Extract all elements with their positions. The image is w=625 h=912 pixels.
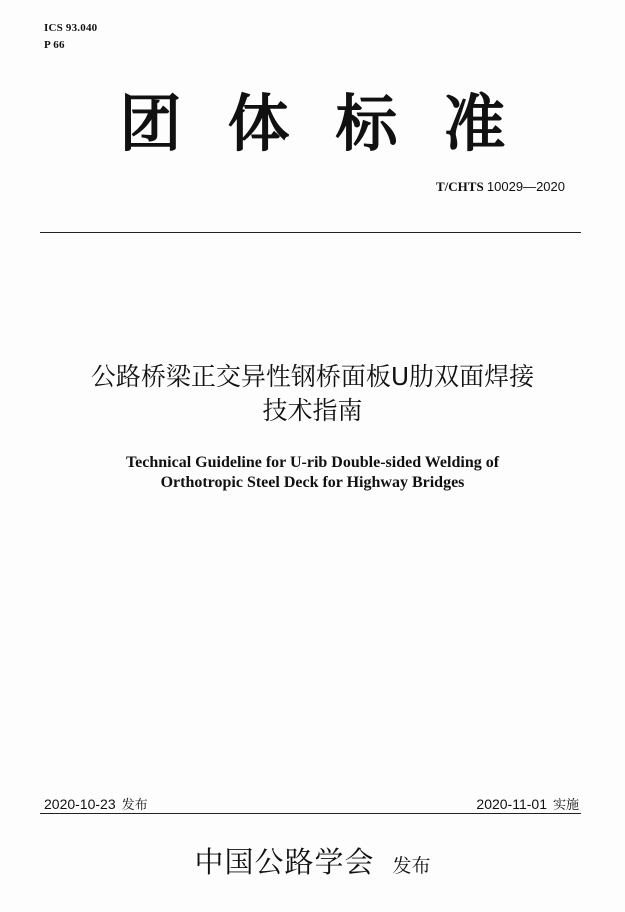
issue-date: 2020-10-23 bbox=[44, 796, 116, 812]
standard-type-char: 团 bbox=[119, 87, 182, 160]
english-title-line-1: Technical Guideline for U-rib Double-sided Welding of bbox=[125, 454, 500, 471]
english-title-line-2: Orthotropic Steel Deck for Highway Bridges bbox=[160, 474, 465, 491]
implementation-date-line bbox=[476, 794, 579, 813]
publisher-line bbox=[0, 840, 625, 881]
standard-type-char: 标 bbox=[335, 87, 398, 160]
top-divider bbox=[40, 232, 581, 233]
p-code: P 66 bbox=[44, 39, 65, 51]
standard-number-value: 10029—2020 bbox=[486, 179, 565, 194]
standard-number-prefix: T/CHTS bbox=[435, 179, 484, 194]
publisher-label: 发布 bbox=[392, 855, 431, 877]
standard-type-title bbox=[0, 84, 625, 164]
implementation-label: 实施 bbox=[552, 798, 579, 813]
issue-label: 发布 bbox=[121, 798, 148, 813]
bottom-divider bbox=[40, 813, 581, 814]
ics-code: ICS 93.040 bbox=[44, 22, 98, 34]
issue-date-line bbox=[44, 794, 148, 813]
standard-number bbox=[436, 179, 565, 195]
chinese-title-line-2: 技术指南 bbox=[262, 396, 363, 425]
implementation-date: 2020-11-01 bbox=[476, 796, 547, 812]
publisher-organization: 中国公路学会 bbox=[194, 845, 375, 879]
standard-type-char: 体 bbox=[227, 87, 290, 160]
chinese-title-line-1: 公路桥梁正交异性钢桥面板U肋双面焊接 bbox=[90, 362, 535, 391]
standard-type-char: 准 bbox=[443, 87, 506, 160]
